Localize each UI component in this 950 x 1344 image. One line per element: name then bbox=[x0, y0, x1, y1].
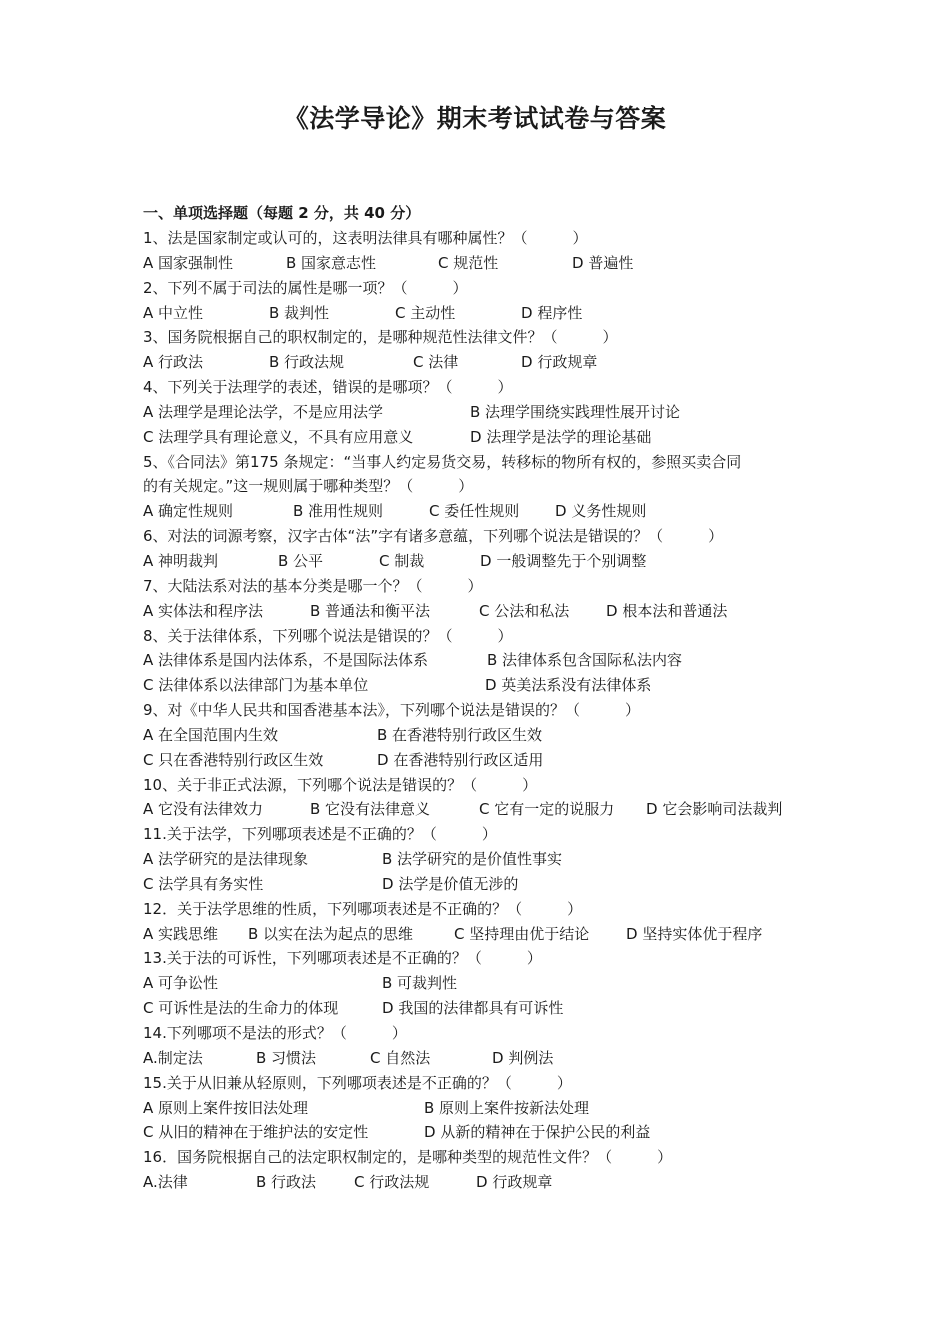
options-row bbox=[143, 251, 833, 276]
question-text: 的有关规定。”这一规则属于哪种类型？（ ） bbox=[143, 477, 474, 496]
option-A: C 只在香港特别行政区生效 bbox=[143, 750, 324, 769]
option-A: A 法理学是理论法学，不是应用法学 bbox=[143, 402, 384, 421]
option-D: D 程序性 bbox=[521, 303, 583, 322]
option-C: C 自然法 bbox=[370, 1048, 431, 1067]
option-A: A 可争讼性 bbox=[143, 974, 219, 993]
page-title: 《法学导论》期末考试试卷与答案 bbox=[283, 104, 667, 133]
option-B: B 法学研究的是价值性事实 bbox=[382, 850, 563, 869]
option-A: A 实体法和程序法 bbox=[143, 601, 264, 620]
option-D: D 根本法和普通法 bbox=[606, 601, 728, 620]
option-A: A 行政法 bbox=[143, 353, 204, 372]
option-C: C 委任性规则 bbox=[429, 502, 520, 521]
option-B: B 公平 bbox=[278, 551, 324, 570]
option-B: D 在香港特别行政区适用 bbox=[377, 750, 544, 769]
options-row bbox=[143, 301, 833, 326]
option-C: C 它有一定的说服力 bbox=[479, 800, 615, 819]
option-A: A.法律 bbox=[143, 1173, 188, 1192]
option-A: A 国家强制性 bbox=[143, 253, 234, 272]
option-B: B 行政法规 bbox=[269, 353, 345, 372]
option-B: B 国家意志性 bbox=[286, 253, 377, 272]
options-row bbox=[143, 872, 833, 897]
option-C: C 公法和私法 bbox=[479, 601, 570, 620]
option-B: B 裁判性 bbox=[269, 303, 330, 322]
option-B: B 准用性规则 bbox=[293, 502, 384, 521]
options-row bbox=[143, 599, 833, 624]
option-A: A 实践思维 bbox=[143, 924, 219, 943]
option-B: B 可裁判性 bbox=[382, 974, 458, 993]
option-B: B 它没有法律意义 bbox=[310, 800, 431, 819]
option-B: B 法理学围绕实践理性展开讨论 bbox=[470, 402, 681, 421]
option-A: A 确定性规则 bbox=[143, 502, 234, 521]
question-text: 4、下列关于法理学的表述，错误的是哪项？（ ） bbox=[143, 378, 513, 397]
option-A: C 从旧的精神在于维护法的安定性 bbox=[143, 1123, 369, 1142]
option-B: B 以实在法为起点的思维 bbox=[248, 924, 414, 943]
options-row bbox=[143, 797, 833, 822]
option-B: D 法学是价值无涉的 bbox=[382, 874, 519, 893]
question-text: 6、对法的词源考察，汉字古体“法”字有诸多意蕴，下列哪个说法是错误的？（ ） bbox=[143, 527, 724, 546]
options-row bbox=[143, 499, 833, 524]
option-A: C 可诉性是法的生命力的体现 bbox=[143, 999, 339, 1018]
option-A: A 原则上案件按旧法处理 bbox=[143, 1098, 309, 1117]
option-C: C 主动性 bbox=[395, 303, 456, 322]
option-A: A.制定法 bbox=[143, 1048, 203, 1067]
options-row bbox=[143, 1120, 833, 1145]
option-B: B 行政法 bbox=[256, 1173, 317, 1192]
options-row bbox=[143, 425, 833, 450]
question-text: 8、关于法律体系，下列哪个说法是错误的？（ ） bbox=[143, 626, 513, 645]
option-C: C 制裁 bbox=[379, 551, 425, 570]
option-A: C 法学具有务实性 bbox=[143, 874, 264, 893]
option-D: D 义务性规则 bbox=[555, 502, 647, 521]
section-heading: 一、单项选择题（每题 2 分，共 40 分） bbox=[143, 204, 421, 222]
options-row bbox=[143, 549, 833, 574]
question-text: 9、对《中华人民共和国香港基本法》，下列哪个说法是错误的？（ ） bbox=[143, 701, 641, 720]
option-D: D 行政规章 bbox=[521, 353, 598, 372]
options-row bbox=[143, 996, 833, 1021]
option-D: D 坚持实体优于程序 bbox=[626, 924, 763, 943]
option-A: A 在全国范围内生效 bbox=[143, 725, 279, 744]
option-D: D 普遍性 bbox=[572, 253, 634, 272]
question-text: 16．国务院根据自己的法定职权制定的，是哪种类型的规范性文件？（ ） bbox=[143, 1148, 673, 1167]
option-A: A 它没有法律效力 bbox=[143, 800, 264, 819]
options-row bbox=[143, 648, 833, 673]
option-C: C 法律 bbox=[413, 353, 459, 372]
question-text: 14.下列哪项不是法的形式？（ ） bbox=[143, 1024, 407, 1042]
question-text: 7、大陆法系对法的基本分类是哪一个？（ ） bbox=[143, 576, 483, 595]
option-B: D 从新的精神在于保护公民的利益 bbox=[424, 1123, 651, 1142]
option-A: C 法律体系以法律部门为基本单位 bbox=[143, 676, 369, 695]
question-text: 11.关于法学，下列哪项表述是不正确的？（ ） bbox=[143, 825, 497, 844]
options-row bbox=[143, 350, 833, 375]
question-text: 12．关于法学思维的性质，下列哪项表述是不正确的？（ ） bbox=[143, 899, 583, 918]
option-B: B 原则上案件按新法处理 bbox=[424, 1098, 590, 1117]
option-B: B 法律体系包含国际私法内容 bbox=[487, 651, 683, 670]
option-B: D 法理学是法学的理论基础 bbox=[470, 427, 652, 446]
option-D: D 判例法 bbox=[492, 1048, 554, 1067]
options-row bbox=[143, 1096, 833, 1121]
question-text: 15.关于从旧兼从轻原则，下列哪项表述是不正确的？（ ） bbox=[143, 1073, 572, 1092]
option-B: B 习惯法 bbox=[256, 1048, 317, 1067]
option-C: C 行政法规 bbox=[354, 1173, 430, 1192]
options-row bbox=[143, 922, 833, 947]
option-A: A 法学研究的是法律现象 bbox=[143, 850, 309, 869]
option-A: A 中立性 bbox=[143, 303, 204, 322]
question-text: 2、下列不属于司法的属性是哪一项？（ ） bbox=[143, 278, 468, 297]
question-list bbox=[143, 226, 833, 1195]
options-row bbox=[143, 400, 833, 425]
question-text: 13.关于法的可诉性，下列哪项表述是不正确的？（ ） bbox=[143, 949, 542, 968]
question-text: 10、关于非正式法源，下列哪个说法是错误的？（ ） bbox=[143, 775, 538, 794]
options-row bbox=[143, 847, 833, 872]
option-B: B 在香港特别行政区生效 bbox=[377, 725, 543, 744]
option-B: D 英美法系没有法律体系 bbox=[485, 676, 652, 695]
options-row bbox=[143, 971, 833, 996]
option-A: C 法理学具有理论意义，不具有应用意义 bbox=[143, 427, 414, 446]
option-B: D 我国的法律都具有可诉性 bbox=[382, 999, 564, 1018]
options-row bbox=[143, 1170, 833, 1195]
options-row bbox=[143, 1046, 833, 1071]
question-text: 1、法是国家制定或认可的，这表明法律具有哪种属性？（ ） bbox=[143, 229, 588, 247]
option-B: B 普通法和衡平法 bbox=[310, 601, 431, 620]
question-text: 3、国务院根据自己的职权制定的，是哪种规范性法律文件？（ ） bbox=[143, 328, 618, 347]
option-A: A 法律体系是国内法体系，不是国际法体系 bbox=[143, 651, 429, 670]
question-text: 5、《合同法》第175 条规定：“当事人约定易货交易，转移标的物所有权的，参照买卖合同 bbox=[143, 452, 742, 471]
options-row bbox=[143, 748, 833, 773]
option-D: D 一般调整先于个别调整 bbox=[480, 551, 647, 570]
option-A: A 神明裁判 bbox=[143, 551, 219, 570]
option-C: C 坚持理由优于结论 bbox=[454, 924, 590, 943]
options-row bbox=[143, 723, 833, 748]
option-C: C 规范性 bbox=[438, 253, 499, 272]
option-D: D 它会影响司法裁判 bbox=[646, 800, 783, 819]
option-D: D 行政规章 bbox=[476, 1173, 553, 1192]
options-row bbox=[143, 673, 833, 698]
